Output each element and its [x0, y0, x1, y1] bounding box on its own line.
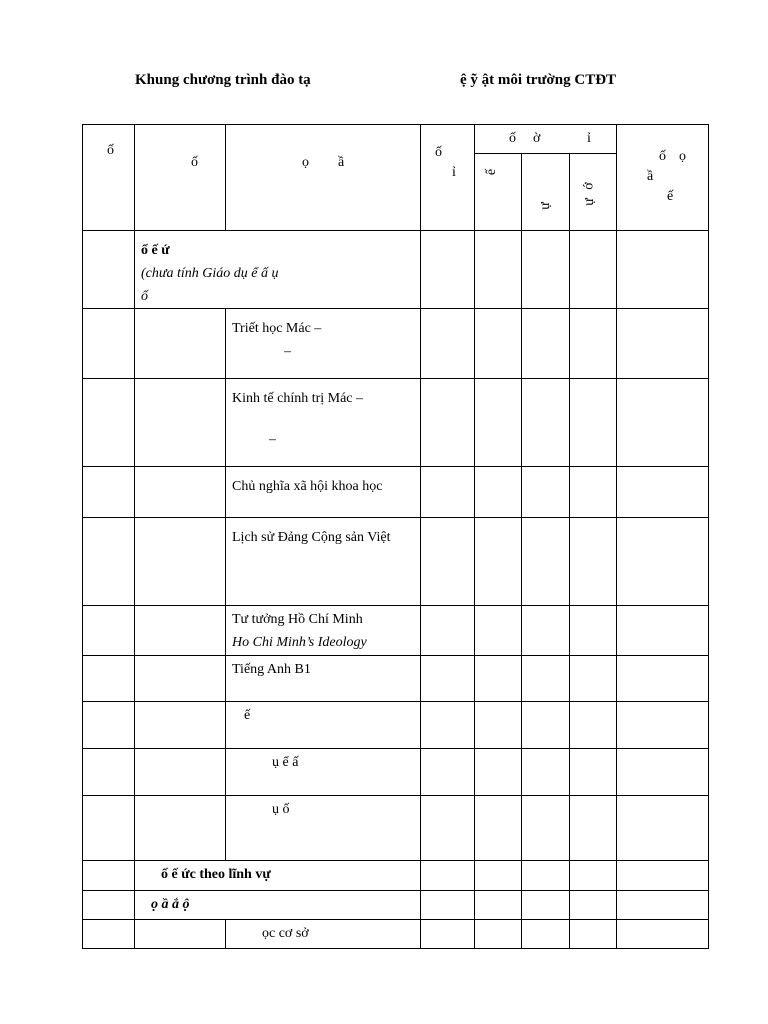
table-row: Lịch sử Đảng Cộng sản Việt: [83, 518, 709, 606]
table-row: Triết học Mác – –: [83, 309, 709, 379]
table-row: Tư tưởng Hồ Chí Minh Ho Chi Minh’s Ideology: [83, 606, 709, 656]
block-general-knowledge: ố ế ứ (chưa tính Giáo dụ ể ấ ụ ố: [135, 231, 421, 309]
table-row: ố ế ức theo lĩnh vự: [83, 861, 709, 891]
table-row: Tiếng Anh B1: [83, 656, 709, 702]
header-stt: ố: [83, 125, 135, 231]
table-row: Chủ nghĩa xã hội khoa học: [83, 467, 709, 518]
header-prerequisite: ố ọ ầ ế: [617, 125, 709, 231]
table-row: ụ ố: [83, 796, 709, 861]
header-course-code: ố: [135, 125, 226, 231]
header-self-study: ớ ự: [570, 154, 617, 231]
header-hours-group: ố ờ ỉ: [475, 125, 617, 154]
header-course-name: ọ ầ: [226, 125, 421, 231]
program-subtitle: ệ ỹ ật môi trường CTĐT: [460, 72, 617, 88]
table-row: ế: [83, 702, 709, 749]
header-practice: ự: [522, 154, 570, 231]
document-title: Khung chương trình đào tạ: [135, 72, 311, 88]
curriculum-table: [82, 124, 709, 949]
table-row: ụ ể ấ: [83, 749, 709, 796]
table-row: [83, 231, 709, 309]
table-row: Kinh tế chính trị Mác – –: [83, 379, 709, 467]
table-row: ọc cơ sở: [83, 920, 709, 949]
table-row: ọ ầ ắ ộ: [83, 891, 709, 920]
header-credits: ố ỉ: [421, 125, 475, 231]
header-theory: ế: [475, 154, 522, 231]
